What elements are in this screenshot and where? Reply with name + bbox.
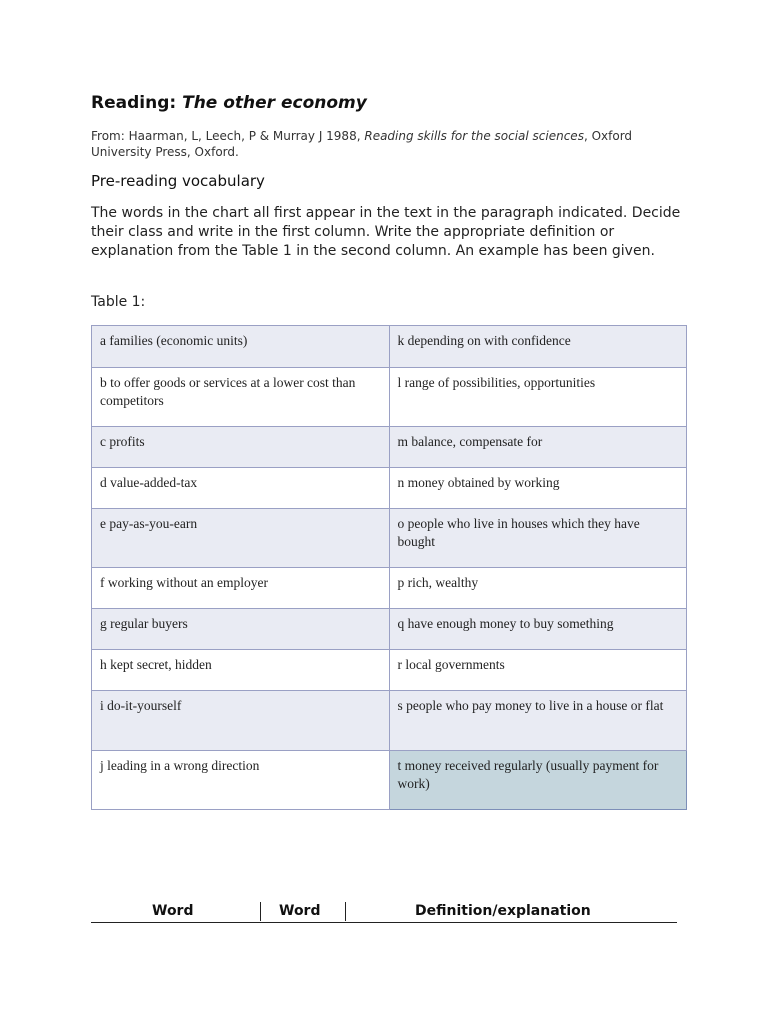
header-definition: Definition/explanation: [415, 903, 591, 919]
table-cell: g regular buyers: [92, 609, 390, 650]
table-cell: k depending on with confidence: [389, 326, 687, 368]
column-divider: [345, 902, 346, 921]
title-italic: The other economy: [182, 93, 367, 113]
table-row: [92, 326, 687, 368]
column-divider: [260, 902, 261, 921]
source-book: Reading skills for the social sciences: [364, 129, 584, 143]
word-table-header: [91, 902, 677, 923]
table-cell: d value-added-tax: [92, 468, 390, 509]
table-cell: c profits: [92, 427, 390, 468]
table-cell: h kept secret, hidden: [92, 650, 390, 691]
table-cell: r local governments: [389, 650, 687, 691]
table-row: [92, 368, 687, 427]
header-word-1: Word: [152, 903, 194, 919]
title-lead: Reading:: [91, 93, 177, 113]
table-cell: q have enough money to buy something: [389, 609, 687, 650]
source-prefix: From: Haarman, L, Leech, P & Murray J 1988,: [91, 129, 361, 143]
page-title: [91, 93, 367, 113]
source-suffix: , Oxford University Press, Oxford.: [91, 129, 633, 159]
table-cell: b to offer goods or services at a lower cost than competitors: [92, 368, 390, 427]
instructions-paragraph: The words in the chart all first appear in the text in the paragraph indicated. Decide their class and write in the first column. Write the appropriate definition or explanation from the Table 1 in the second column. An example has been given.: [91, 205, 681, 259]
table-row: [92, 568, 687, 609]
table-row: [92, 609, 687, 650]
definitions-table: [91, 325, 687, 810]
table-cell: a families (economic units): [92, 326, 390, 368]
table-row: [92, 650, 687, 691]
table-row: [92, 509, 687, 568]
section-heading: Pre-reading vocabulary: [91, 172, 265, 190]
table-cell: f working without an employer: [92, 568, 390, 609]
table-cell: e pay-as-you-earn: [92, 509, 390, 568]
table-row: [92, 751, 687, 810]
table-cell: s people who pay money to live in a house or flat: [389, 691, 687, 751]
highlighted-cell: t money received regularly (usually payment for work): [389, 751, 687, 810]
table-cell: n money obtained by working: [389, 468, 687, 509]
table-row: [92, 468, 687, 509]
table-row: [92, 691, 687, 751]
source-citation: [91, 128, 681, 160]
table-cell: i do-it-yourself: [92, 691, 390, 751]
table-cell: m balance, compensate for: [389, 427, 687, 468]
header-word-2: Word: [279, 903, 321, 919]
table-label: Table 1:: [91, 294, 146, 310]
table-cell: l range of possibilities, opportunities: [389, 368, 687, 427]
table-cell: o people who live in houses which they have bought: [389, 509, 687, 568]
table-row: [92, 427, 687, 468]
table-cell: j leading in a wrong direction: [92, 751, 390, 810]
table-cell: p rich, wealthy: [389, 568, 687, 609]
